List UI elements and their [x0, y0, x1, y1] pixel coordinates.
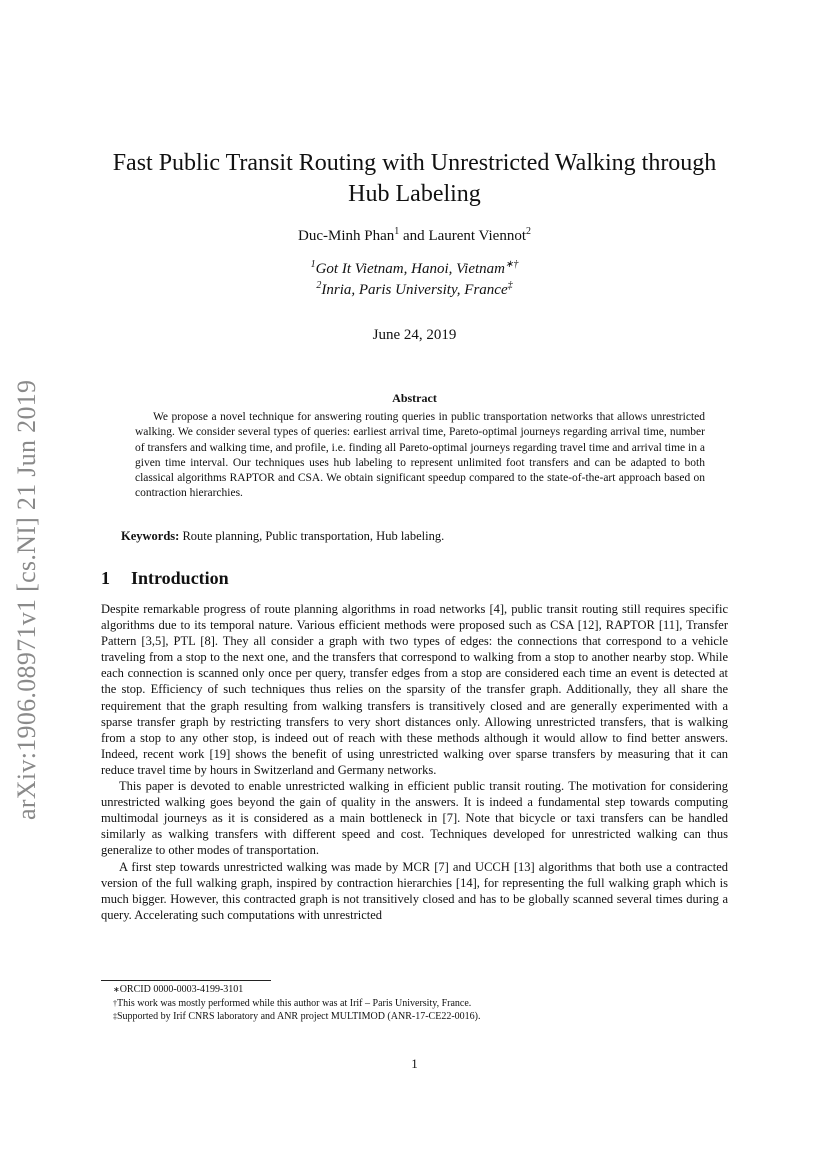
footnote [113, 983, 728, 997]
author-affil-mark: 1 [394, 226, 400, 237]
keywords [121, 529, 721, 544]
author-conjunction: and [399, 228, 429, 244]
body-paragraph: Despite remarkable progress of route planning algorithms in road networks [4], public transit routing still requires specific algorithms due to its temporal nature. Various efficient methods were proposed such as CSA [12], RAPTOR [11], Transfer Pattern [3,5], PTL [8]. They all consider a graph with two types of edges: the connections that correspond to a vehicle traveling from a stop to the next one, and the transfers that correspond to walking from a stop to another nearby stop. While each connection is scanned only once per query, transfer edges from a stop are considered each time an event is detected at the stop. Efficiency of such techniques thus relies on the sparsity of the transfer graph. Additionally, they all share the requirement that the graph resulting from walking transfers is transitively closed and are generally experimented with a sparse transfer graph by restricting transfers to very short distances only. Allowing unrestricted transfers, that is walking from a stop to any other stop, is indeed out of reach with these methods although it would allow to find better answers. Indeed, recent work [19] shows the benefit of using unrestricted walking over sparse transfers by measuring that it can reduce travel time by hours in Switzerland and Germany networks. [101, 602, 728, 777]
arxiv-identifier: arXiv:1906.08971v1 [cs.NI] 21 Jun 2019 [12, 379, 41, 820]
abstract-text: We propose a novel technique for answering routing queries in public transportation networks that allows unrestricted walking. We consider several types of queries: earliest arrival time, Pareto-optimal journeys regarding arrival time, number of transfers and walking time, and profile, i.e. finding all Pareto-optimal journeys regarding travel time and arrival time in a given time interval. Our techniques uses hub labeling to represent unlimited foot transfers and can be adapted to both classical algorithms RAPTOR and CSA. We obtain significant speedup compared to the state-of-the-art approach based on contraction hierarchies. [135, 411, 705, 500]
author-line [101, 228, 728, 245]
author-affil-mark: 2 [525, 226, 531, 237]
affil-number: 2 [316, 280, 322, 291]
section-body [101, 601, 728, 923]
body-paragraph: This paper is devoted to enable unrestricted walking in efficient public transit routing. The motivation for considering unrestricted walking goes beyond the gain of quality in the answers. It is indeed a fundamental step towards computing multimodal journeys as it is considered as a main bottleneck in [7]. Note that bicycle or taxi transfers can be handled similarly as walking transfers with different speed and cost. Techniques developed for unrestricted walking can thus generalize to other modes of transportation. [101, 779, 728, 858]
keywords-text: Route planning, Public transportation, Hub labeling. [179, 529, 445, 543]
footnotes [101, 983, 728, 1024]
footnote [113, 1010, 728, 1024]
affil-number: 1 [310, 259, 316, 270]
keywords-label: Keywords: [121, 529, 180, 543]
page-number: 1 [411, 1056, 418, 1071]
affiliation-text: Got It Vietnam, Hanoi, Vietnam [315, 261, 506, 277]
body-paragraph: A first step towards unrestricted walking was made by MCR [7] and UCCH [13] algorithms that both use a contracted version of the full walking graph, inspired by contraction hierarchies [14], for representing the full walking graph which is much bigger. However, this contracted graph is not transitively closed and has to be globally scanned several times during a query. Accelerating such computations with unrestricted [101, 859, 728, 922]
affiliation-line [101, 280, 728, 301]
footnote [113, 997, 728, 1011]
section-title: Introduction [131, 568, 229, 588]
affil-footnote-marks: ‡ [507, 280, 513, 291]
affiliations [101, 259, 728, 301]
author-name: Laurent Viennot [428, 228, 526, 244]
section-number: 1 [101, 568, 110, 588]
footnote-mark: ‡ [113, 1012, 117, 1021]
footnote-text: ORCID 0000-0003-4199-3101 [119, 984, 244, 995]
paper-date: June 24, 2019 [372, 327, 457, 343]
section-heading [101, 568, 728, 589]
footnote-rule [101, 980, 271, 981]
footnote-mark: † [113, 998, 117, 1008]
affiliation-line [101, 259, 728, 280]
footnote-text: Supported by Irif CNRS laboratory and ANR project MULTIMOD (ANR-17-CE22-0016). [117, 1011, 481, 1022]
affil-footnote-marks: ∗† [505, 259, 519, 270]
abstract-heading: Abstract [392, 391, 437, 405]
author-name: Duc-Minh Phan [298, 228, 395, 244]
footnote-text: This work was mostly performed while this author was at Irif – Paris University, France. [117, 997, 472, 1009]
paper-title: Fast Public Transit Routing with Unrestricted Walking through Hub Labeling [112, 150, 717, 207]
affiliation-text: Inria, Paris University, France [321, 282, 508, 298]
footnote-mark: ∗ [113, 985, 120, 994]
